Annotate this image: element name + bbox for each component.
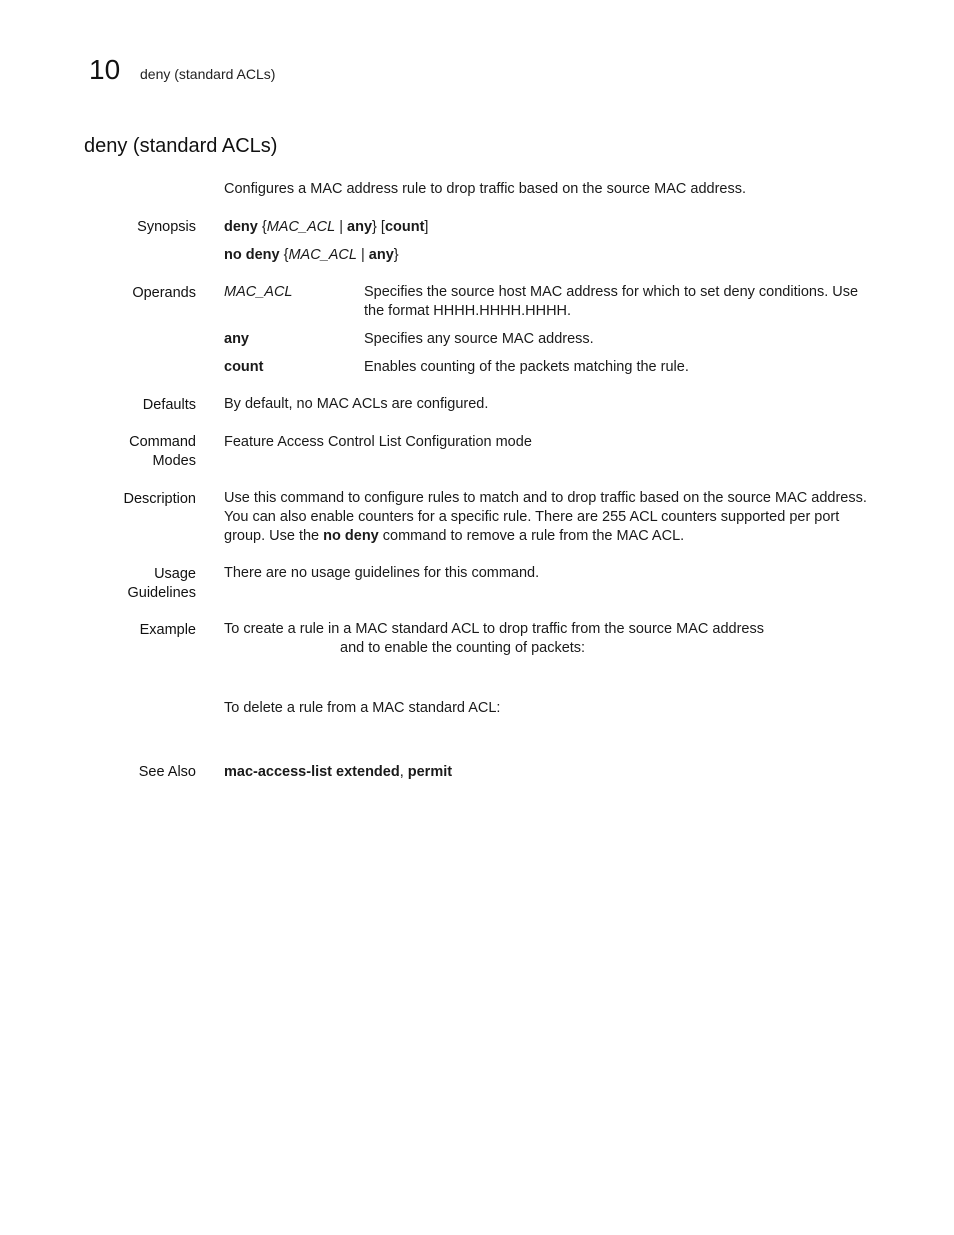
page-title: deny (standard ACLs) [84,135,278,157]
synopsis2-close-brace: } [393,247,399,263]
see-also-link-permit[interactable]: permit [407,764,453,780]
operand-desc: Enables counting of the packets matching the rule. [364,359,689,375]
synopsis2-open-brace: { [279,247,289,263]
command-modes-label-line1: Command [129,434,196,450]
operand-desc: Specifies the source host MAC address for which to set deny conditions. Use the format HHHH.HHHH.HHHH. [364,284,859,319]
synopsis-close-brace: } [ [372,219,385,235]
chapter-number: 10 [89,54,121,85]
see-also-label: See Also [138,764,196,780]
synopsis-no-deny: no deny [224,247,280,263]
example-text [224,620,872,658]
see-also-separator: , [399,764,408,780]
synopsis-close-bracket: ] [424,219,429,235]
operand-desc: Specifies any source MAC address. [364,331,594,347]
description-label: Description [123,491,196,507]
synopsis-label: Synopsis [137,219,196,235]
synopsis-open-brace: { [257,219,267,235]
operand-name: MAC_ACL [224,284,293,300]
see-also-links [224,763,872,782]
usage-label-line1: Usage [154,566,196,582]
example-line2: and to enable the counting of packets: [340,640,586,656]
synopsis-any: any [347,219,373,235]
synopsis-line-2 [224,246,872,265]
usage-label [127,565,196,603]
defaults-label: Defaults [142,397,196,413]
synopsis2-sep: | [356,247,369,263]
description-part1: Use this command to configure rules to match and to drop traffic based on the source MAC address. You can also enable counters for a specific rule. There are 255 ACL counters supported per port group. Use the [224,490,867,544]
synopsis-deny: deny [224,219,258,235]
example-line1: To create a rule in a MAC standard ACL to drop traffic from the source MAC address [224,621,764,637]
example-label: Example [139,622,196,638]
running-header-title: deny (standard ACLs) [140,66,276,82]
synopsis-line-1 [224,218,872,237]
intro-text: Configures a MAC address rule to drop traffic based on the source MAC address. [224,181,746,197]
example-delete-text: To delete a rule from a MAC standard ACL: [224,700,501,716]
usage-label-line2: Guidelines [127,585,196,601]
operand-name: any [224,331,249,347]
synopsis-count: count [384,219,425,235]
description-text [224,489,872,546]
description-keyword: no deny [323,528,379,544]
usage-text: There are no usage guidelines for this command. [224,565,540,581]
synopsis-mac-acl: MAC_ACL [266,219,336,235]
description-part2: command to remove a rule from the MAC ACL. [378,528,685,544]
command-modes-label-line2: Modes [152,453,196,469]
command-modes-label [129,433,196,471]
synopsis2-mac-acl: MAC_ACL [288,247,357,263]
synopsis-sep: | [335,219,348,235]
command-modes-text: Feature Access Control List Configuration mode [224,434,532,450]
see-also-link-mac-access-list[interactable]: mac-access-list extended [224,764,400,780]
operands-label: Operands [132,285,196,301]
defaults-text: By default, no MAC ACLs are configured. [224,396,489,412]
synopsis2-any: any [368,247,394,263]
operand-name: count [224,359,264,375]
